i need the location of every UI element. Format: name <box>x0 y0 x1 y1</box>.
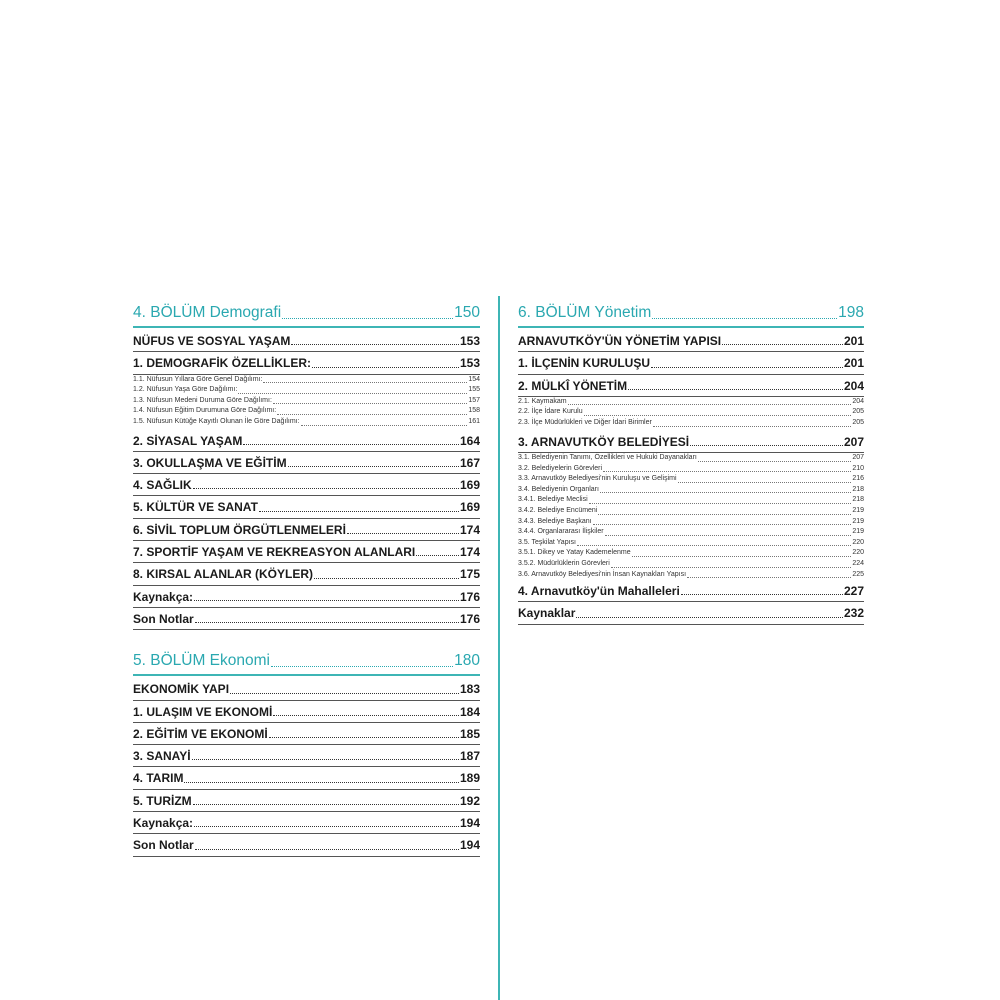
toc-subentry[interactable] <box>518 538 864 549</box>
entry-title: 1.2. Nüfusun Yaşa Göre Dağılımı: <box>133 386 238 394</box>
entry-page-number: 201 <box>843 334 864 348</box>
toc-subentry[interactable] <box>518 397 864 408</box>
entry-title: Kaynakça: <box>133 816 194 831</box>
entry-page-number: 167 <box>459 455 480 470</box>
section-heading[interactable] <box>518 304 864 328</box>
entry-title: Son Notlar <box>133 838 194 853</box>
dot-leader <box>193 488 459 489</box>
toc-entry[interactable] <box>133 496 480 518</box>
dot-leader <box>273 715 459 716</box>
toc-entry[interactable] <box>133 452 480 474</box>
section-title: 4. BÖLÜM Demografi <box>133 304 282 321</box>
entry-page-number: 164 <box>459 433 480 448</box>
entry-title: 1.1. Nüfusun Yıllara Göre Genel Dağılımı: <box>133 375 263 383</box>
entry-page-number: 185 <box>459 726 480 741</box>
toc-section <box>518 304 864 625</box>
toc-subentry[interactable] <box>518 485 864 496</box>
toc-subentry[interactable] <box>518 495 864 506</box>
entry-title: EKONOMİK YAPI <box>133 682 230 697</box>
toc-subentry[interactable] <box>518 527 864 538</box>
dot-leader <box>271 666 453 667</box>
entry-title: 2. SİYASAL YAŞAM <box>133 433 243 448</box>
entry-page-number: 201 <box>843 356 864 371</box>
dot-leader <box>184 782 459 783</box>
dot-leader <box>301 425 468 426</box>
entry-title: 1. ULAŞIM VE EKONOMİ <box>133 704 273 719</box>
entry-title: Kaynakça: <box>133 589 194 604</box>
entry-page-number: 184 <box>459 704 480 719</box>
toc-subentry[interactable] <box>133 417 480 428</box>
dot-leader <box>195 849 459 850</box>
entry-page-number: 219 <box>852 528 864 536</box>
entry-title: 1.3. Nüfusun Medeni Duruma Göre Dağılımı: <box>133 396 272 404</box>
dot-leader <box>652 318 837 319</box>
entry-page-number: 153 <box>459 356 480 371</box>
entry-page-number: 155 <box>468 386 480 394</box>
entry-page-number: 219 <box>852 506 864 514</box>
toc-entry[interactable] <box>133 541 480 563</box>
dot-leader <box>238 393 467 394</box>
dot-leader <box>243 444 459 445</box>
toc-right-column <box>518 304 864 647</box>
toc-subentry[interactable] <box>133 385 480 396</box>
toc-subentry[interactable] <box>518 506 864 517</box>
toc-entry[interactable] <box>133 745 480 767</box>
entry-page-number: 218 <box>852 485 864 493</box>
toc-entry[interactable] <box>133 790 480 812</box>
entry-page-number: 232 <box>843 606 864 621</box>
entry-title: 6. SİVİL TOPLUM ÖRGÜTLENMELERİ <box>133 522 346 537</box>
dot-leader <box>288 466 459 467</box>
entry-page-number: 189 <box>459 771 480 786</box>
entry-page-number: 210 <box>852 464 864 472</box>
dot-leader <box>568 404 852 405</box>
entry-title: 1.5. Nüfusun Kütüğe Kayıtlı Olunan İle Göre Dağılımı: <box>133 417 300 425</box>
toc-entry[interactable] <box>133 608 480 630</box>
dot-leader <box>269 737 459 738</box>
toc-entry[interactable] <box>133 430 480 452</box>
section-page-number: 180 <box>454 652 480 670</box>
toc-entry[interactable] <box>133 678 480 700</box>
entry-page-number: 194 <box>459 816 480 831</box>
toc-entry[interactable] <box>133 586 480 608</box>
dot-leader <box>312 367 459 368</box>
toc-subentry[interactable] <box>518 407 864 418</box>
toc-entry[interactable] <box>518 330 864 352</box>
toc-subentry[interactable] <box>518 559 864 570</box>
toc-subentry[interactable] <box>518 418 864 429</box>
dot-leader <box>678 482 852 483</box>
dot-leader <box>194 600 459 601</box>
entry-title: Son Notlar <box>133 611 194 626</box>
entry-title: 7. SPORTİF YAŞAM VE REKREASYON ALANLARI <box>133 545 416 560</box>
entry-title: 2.3. İlçe Müdürlükleri ve Diğer İdari Birimler <box>518 419 652 427</box>
dot-leader <box>576 617 843 618</box>
dot-leader <box>687 577 851 578</box>
dot-leader <box>598 514 851 515</box>
dot-leader <box>192 759 459 760</box>
entry-page-number: 154 <box>468 375 480 383</box>
entry-page-number: 216 <box>852 475 864 483</box>
entry-page-number: 207 <box>843 434 864 449</box>
entry-title: 4. SAĞLIK <box>133 478 192 493</box>
toc-entry[interactable] <box>133 519 480 541</box>
section-title: 5. BÖLÜM Ekonomi <box>133 652 270 670</box>
entry-page-number: 227 <box>843 584 864 599</box>
dot-leader <box>589 503 852 504</box>
toc-section <box>133 304 480 630</box>
dot-leader <box>347 533 459 534</box>
dot-leader <box>230 693 459 694</box>
entry-title: 4. TARIM <box>133 771 184 786</box>
toc-entry[interactable] <box>133 563 480 585</box>
entry-title: 1. DEMOGRAFİK ÖZELLİKLER: <box>133 356 311 371</box>
entry-title: Kaynaklar <box>518 606 576 621</box>
section-heading[interactable] <box>133 304 480 328</box>
entry-page-number: 205 <box>852 408 864 416</box>
toc-subentry[interactable] <box>518 517 864 528</box>
dot-leader <box>577 545 851 546</box>
entry-page-number: 204 <box>843 378 864 393</box>
dot-leader <box>584 415 852 416</box>
column-divider <box>498 296 500 1000</box>
dot-leader <box>600 492 851 493</box>
dot-leader <box>653 426 851 427</box>
dot-leader <box>273 403 467 404</box>
dot-leader <box>632 556 852 557</box>
entry-page-number: 187 <box>459 749 480 764</box>
entry-page-number: 219 <box>852 517 864 525</box>
entry-title: 1.4. Nüfusun Eğitim Durumuna Göre Dağılımı: <box>133 407 277 415</box>
entry-title: 3.5.1. Dikey ve Yatay Kademelenme <box>518 549 631 557</box>
dot-leader <box>593 524 852 525</box>
toc-entry[interactable] <box>133 330 480 352</box>
dot-leader <box>605 535 852 536</box>
entry-page-number: 207 <box>852 453 864 461</box>
entry-page-number: 176 <box>459 611 480 626</box>
entry-title: 3. SANAYİ <box>133 749 191 764</box>
entry-page-number: 169 <box>459 478 480 493</box>
entry-title: 3.4.1. Belediye Meclisi <box>518 496 588 504</box>
entry-page-number: 175 <box>459 567 480 582</box>
dot-leader <box>282 318 453 319</box>
toc-subentry[interactable] <box>133 396 480 407</box>
entry-title: 3.4.2. Belediye Encümeni <box>518 506 598 514</box>
entry-title: ARNAVUTKÖY'ÜN YÖNETİM YAPISI <box>518 334 722 348</box>
toc-entry[interactable] <box>133 352 480 374</box>
entry-page-number: 224 <box>852 559 864 567</box>
section-title: 6. BÖLÜM Yönetim <box>518 304 652 321</box>
toc-entry[interactable] <box>518 375 864 397</box>
entry-title: 3.2. Belediyelerin Görevleri <box>518 464 603 472</box>
entry-title: 3.6. Arnavutköy Belediyesi'nin İnsan Kaynakları Yapısı <box>518 570 687 578</box>
toc-entry[interactable] <box>133 723 480 745</box>
entry-title: 2. MÜLKÎ YÖNETİM <box>518 378 628 393</box>
entry-title: 2. EĞİTİM VE EKONOMİ <box>133 726 268 741</box>
dot-leader <box>263 382 467 383</box>
entry-page-number: 220 <box>852 549 864 557</box>
entry-page-number: 205 <box>852 419 864 427</box>
dot-leader <box>416 555 459 556</box>
entry-page-number: 218 <box>852 496 864 504</box>
dot-leader <box>603 471 851 472</box>
entry-page-number: 225 <box>852 570 864 578</box>
dot-leader <box>277 414 467 415</box>
toc-entry[interactable] <box>133 834 480 856</box>
entry-page-number: 220 <box>852 538 864 546</box>
entry-title: 3. ARNAVUTKÖY BELEDİYESİ <box>518 434 690 449</box>
entry-page-number: 183 <box>459 682 480 697</box>
entry-title: 5. TURİZM <box>133 793 192 808</box>
dot-leader <box>195 622 459 623</box>
section-page-number: 150 <box>454 304 480 321</box>
dot-leader <box>193 804 459 805</box>
entry-title: 3.5. Teşkilat Yapısı <box>518 538 576 546</box>
entry-title: 5. KÜLTÜR VE SANAT <box>133 500 258 515</box>
entry-page-number: 176 <box>459 589 480 604</box>
entry-title: 3.4.4. Organlararası İlişkiler <box>518 528 604 536</box>
toc-subentry[interactable] <box>518 548 864 559</box>
entry-title: 3.1. Belediyenin Tanımı, Özellikleri ve Hukuki Dayanakları <box>518 453 697 461</box>
entry-page-number: 204 <box>852 397 864 405</box>
dot-leader <box>259 511 459 512</box>
entry-page-number: 161 <box>468 417 480 425</box>
entry-title: 3.4. Belediyenin Organları <box>518 485 599 493</box>
entry-title: 3.3. Arnavutköy Belediyesi'nin Kuruluşu ve Gelişimi <box>518 475 677 483</box>
toc-entry[interactable] <box>133 767 480 789</box>
toc-subentry[interactable] <box>518 474 864 485</box>
entry-page-number: 153 <box>459 334 480 348</box>
dot-leader <box>628 389 843 390</box>
toc-left-column <box>133 304 480 879</box>
toc-subentry[interactable] <box>133 375 480 386</box>
entry-title: 3. OKULLAŞMA VE EĞİTİM <box>133 455 287 470</box>
dot-leader <box>611 567 851 568</box>
entry-title: 2.1. Kaymakam <box>518 397 567 405</box>
dot-leader <box>314 578 459 579</box>
entry-page-number: 158 <box>468 407 480 415</box>
toc-entry[interactable] <box>518 352 864 374</box>
dot-leader <box>722 344 843 345</box>
toc-entry[interactable] <box>133 474 480 496</box>
toc-subentry[interactable] <box>518 453 864 464</box>
toc-entry[interactable] <box>518 602 864 624</box>
toc-subentry[interactable] <box>518 570 864 581</box>
dot-leader <box>698 461 851 462</box>
toc-entry[interactable] <box>133 701 480 723</box>
entry-title: 3.5.2. Müdürlüklerin Görevleri <box>518 559 610 567</box>
dot-leader <box>681 594 843 595</box>
toc-subentry[interactable] <box>518 464 864 475</box>
entry-title: 1. İLÇENİN KURULUŞU <box>518 356 651 371</box>
entry-page-number: 194 <box>459 838 480 853</box>
entry-page-number: 192 <box>459 793 480 808</box>
toc-entry[interactable] <box>518 431 864 453</box>
entry-title: 2.2. İlçe İdare Kurulu <box>518 408 583 416</box>
entry-page-number: 157 <box>468 396 480 404</box>
section-heading[interactable] <box>133 652 480 676</box>
dot-leader <box>651 367 843 368</box>
entry-title: 8. KIRSAL ALANLAR (KÖYLER) <box>133 567 313 582</box>
dot-leader <box>291 344 459 345</box>
entry-title: 3.4.3. Belediye Başkanı <box>518 517 592 525</box>
dot-leader <box>690 445 843 446</box>
toc-section <box>133 652 480 856</box>
entry-page-number: 174 <box>459 545 480 560</box>
toc-entry[interactable] <box>518 580 864 602</box>
entry-page-number: 174 <box>459 522 480 537</box>
dot-leader <box>194 826 459 827</box>
toc-entry[interactable] <box>133 812 480 834</box>
entry-page-number: 169 <box>459 500 480 515</box>
section-page-number: 198 <box>838 304 864 321</box>
entry-title: 4. Arnavutköy'ün Mahalleleri <box>518 584 680 599</box>
toc-subentry[interactable] <box>133 406 480 417</box>
entry-title: NÜFUS VE SOSYAL YAŞAM <box>133 334 291 348</box>
